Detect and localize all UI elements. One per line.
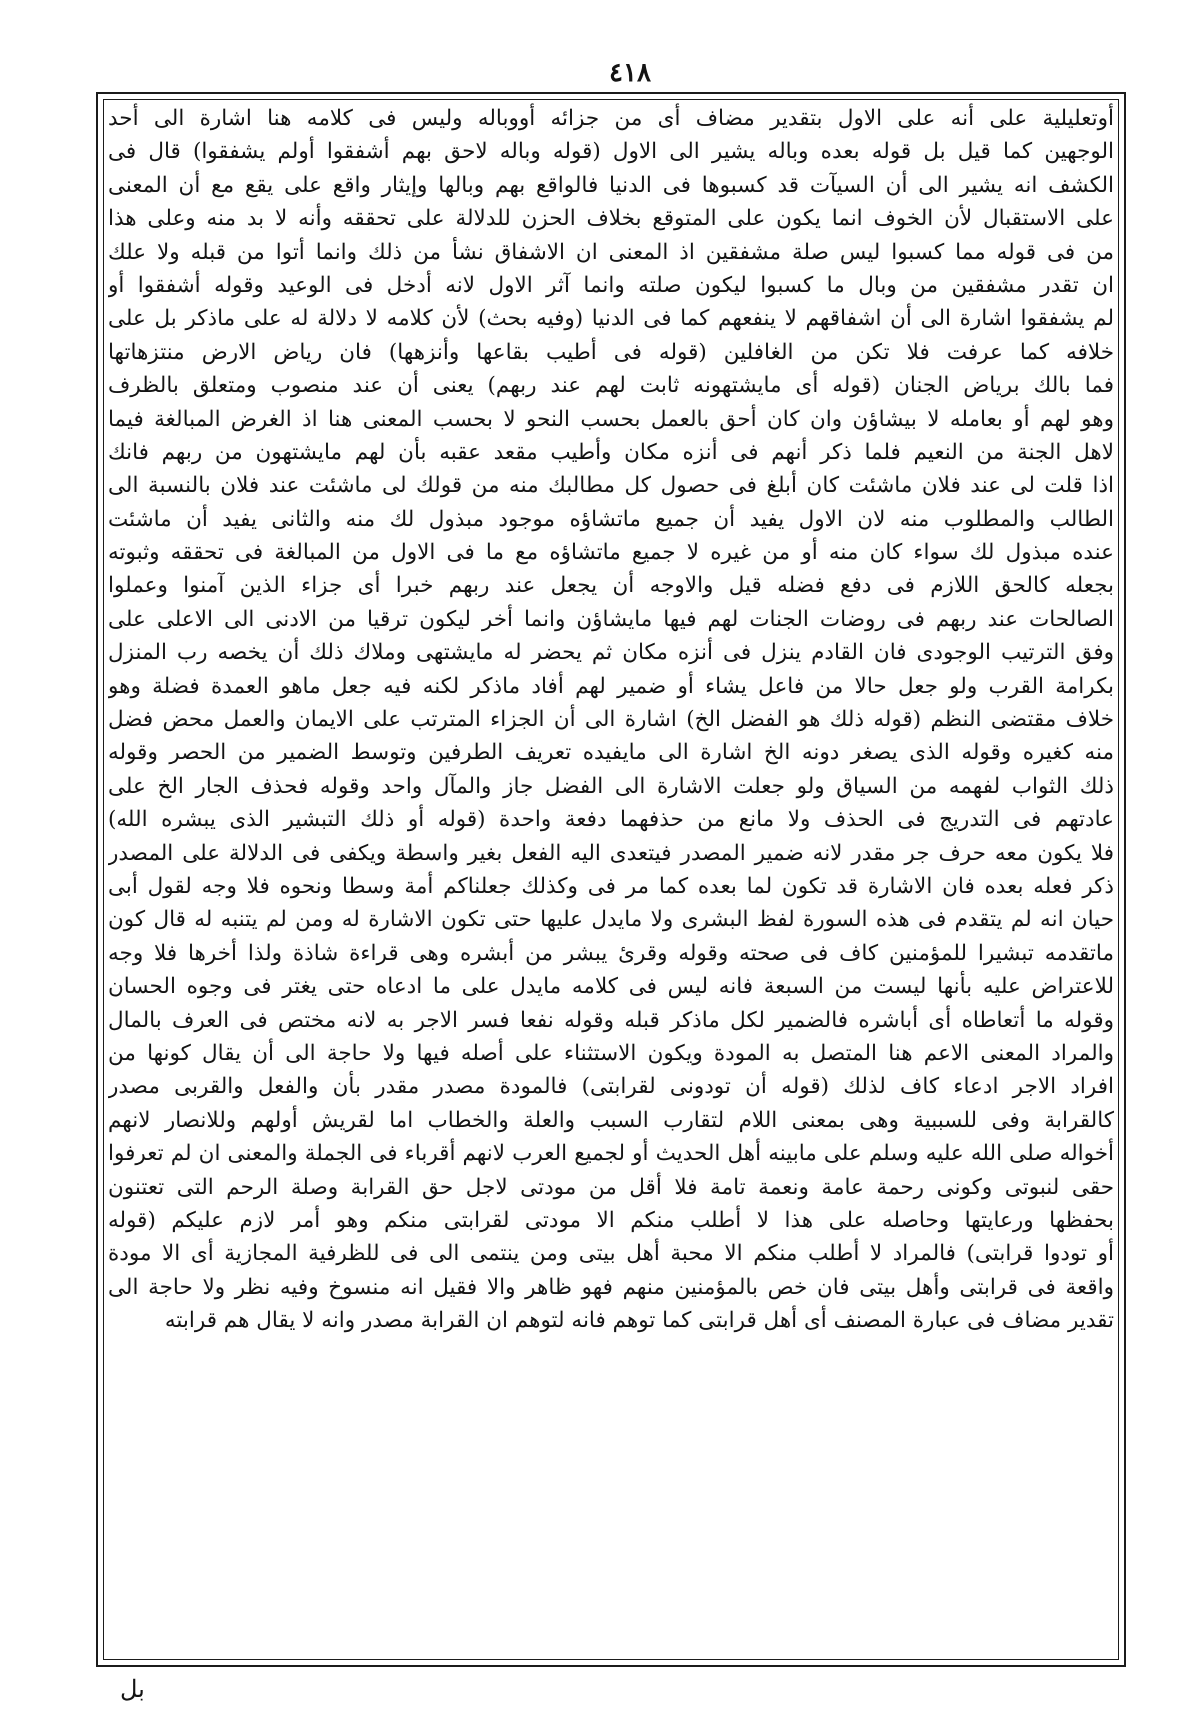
main-text-line: لم يشفقوا اشارة الى أن اشفاقهم لا ينفعهم كما فى الدنيا (وفيه بحث) لأن كلامه لا دلالة له على ماذكر بل على [108,306,1114,332]
main-text-line: وقوله ما أتعاطاه أى أباشره فالضمير لكل ماذكر قبله وقوله نفعا فسر الاجر به لانه مختص فى العرف بالمال [108,1007,1114,1033]
main-text-line: والمراد المعنى الاعم هنا المتصل به المودة ويكون الاستثناء على أصله فيها ولا حاجة الى أن يقال كونها من [108,1040,1114,1066]
main-text-line: من فى قوله مما كسبوا ليس صلة مشفقين اذ المعنى ان الاشفاق نشأ من ذلك وانما أتوا من قبله ولا علك [108,239,1114,265]
main-text-line: فلا يكون معه حرف جر مقدر لانه ضمير المصدر فيتعدى اليه الفعل بغير واسطة ويكفى فى الدلالة على المصدر [108,840,1114,866]
main-text-line: بكرامة القرب ولو جعل حالا من فاعل يشاء أو ضمير لهم أفاد ماذكر لكنه فيه جعل ماهو العمدة فضلة وهو [108,673,1114,699]
main-text-line: للاعتراض عليه بأنها ليست من السبعة فانه ليس فى كلامه مايدل على ما ادعاه حتى يغتر فى وجوه الحسان [108,974,1114,1000]
main-text-line: ذكر فعله بعده فان الاشارة قد تكون لما بعده كما مر فى وكذلك جعلناكم أمة وسطا ونحوه فلا وجه لقول أبى [108,873,1114,899]
main-text-line: بجعله كالحق اللازم فى دفع فضله قيل والاوجه أن يجعل عند ربهم خبرا أى جزاء الذين آمنوا وعملوا [108,573,1114,599]
main-text-line: الصالحات عند ربهم فى روضات الجنات لهم فيها مايشاؤن وانما أخر ليكون ترقيا من الادنى الى الاعلى على [108,606,1114,632]
main-text-line: خلاف مقتضى النظم (قوله ذلك هو الفضل الخ) اشارة الى أن الجزاء المترتب على الايمان والعمل محض فضل [108,707,1114,733]
main-text-line: على الاستقبال لأن الخوف انما يكون على المتوقع بخلاف الحزن للدلالة على تحققه وأنه لا بد منه وعلى هذا [108,206,1114,232]
main-text-line: واقعة فى قرابتى وأهل بيتى فان خص بالمؤمنين منهم فهو ظاهر والا فقيل انه منسوخ وفيه نظر ولا حاجة الى [108,1274,1114,1300]
main-text-line: الوجهين كما قيل بل قوله بعده وباله يشير الى الاول (قوله وباله لاحق بهم أشفقوا أولم يشفقوا) قال فى [108,139,1114,165]
main-text-line: ذلك الثواب لفهمه من السياق ولو جعلت الاشارة الى الفضل جاز والمآل واحد وقوله فحذف الجار الخ على [108,773,1114,799]
main-text-line: ماتقدمه تبشيرا للمؤمنين كاف فى صحته وقوله وقرئ يبشر من أبشره وهى قراءة شاذة ولذا أخرها فلا وجه [108,940,1114,966]
main-text-line: ان تقدر مشفقين من وبال ما كسبوا ليكون صلته وانما آثر الاول لانه أدخل فى الوعيد وقوله أشفقوا أو [108,272,1114,298]
margin-note-block [815,0,1200,250]
main-text-line: أخواله صلى الله عليه وسلم على مابينه أهل الحديث أو لجميع العرب لانهم أقرباء فى الجملة والمعنى ان لم تعرفوا [108,1141,1114,1167]
main-text-line: حيان انه لم يتقدم فى هذه السورة لفظ البشرى ولا مايدل عليها حتى تكون الاشارة له ومن لم يتنبه له قال كون [108,907,1114,933]
page-number: ٤١٨ [609,58,651,88]
main-text-line: كالقرابة وفى للسببية وهى بمعنى اللام لتقارب السبب والعلة والخطاب اما لقريش أولهم وللانصار لانهم [108,1107,1114,1133]
main-text-line: فما بالك برياض الجنان (قوله أى مايشتهونه ثابت لهم عند ربهم) يعنى أن عند منصوب ومتعلق بالظرف [108,373,1114,399]
main-text-line: بحفظها ورعايتها وحاصله على هذا لا أطلب منكم الا مودتى لقرابتى منكم وهو أمر لازم عليكم (قوله [108,1207,1114,1233]
main-text-line: حقى لنبوتى وكونى رحمة عامة ونعمة تامة فلا أقل من مودتى لاجل حق القرابة وصلة الرحم التى تعتنون [108,1174,1114,1200]
main-text-line: منه كغيره وقوله الذى يصغر دونه الخ اشارة الى مايفيده تعريف الطرفين وتوسط الضمير من الحصر وقوله [108,740,1114,766]
main-text-line: عادتهم فى التدريج فى الحذف ولا مانع من حذفهما دفعة واحدة (قوله أو ذلك التبشير الذى يبشره الله) [108,807,1114,833]
catchword: بل [120,1675,145,1703]
main-text-line: افراد الاجر ادعاء كاف لذلك (قوله أن تودونى لقرابتى) فالمودة مصدر مقدر بأن والفعل والقربى مصدر [108,1074,1114,1100]
main-text-block [108,102,1114,1337]
main-text-line: اذا قلت لى عند فلان ماشئت كان أبلغ فى حصول كل مطالبك منه من قولك لى ماشئت عند فلان بالنسبة الى [108,473,1114,499]
main-text-line: خلافه كما عرفت فلا تكن من الغافلين (قوله فى أطيب بقاعها وأنزهها) فان رياض الارض منتزهاتها [108,339,1114,365]
main-text-line: الكشف انه يشير الى أن السيآت قد كسبوها فى الدنيا فالواقع بهم وبالها وإيثار واقع على يقع مع أن المعنى [108,172,1114,198]
main-text-line: لاهل الجنة من النعيم فلما ذكر أنهم فى أنزه مكان وأطيب مقعد عقبه بأن لهم مايشتهون من ربهم فانك [108,439,1114,465]
main-text-line: وفق الترتيب الوجودى فان القادم ينزل فى أنزه مكان ثم يحضر له مايشتهى وملاك ذلك أن يخصه رب المنزل [108,640,1114,666]
main-text-line: تقدير مضاف فى عبارة المصنف أى أهل قرابتى كما توهم فانه لتوهم ان القرابة مصدر وانه لا يقال هم قرابته [164,1308,1114,1334]
main-text-line: وهو لهم أو بعامله لا بيشاؤن وان كان أحق بالعمل بحسب النحو لا بحسب المعنى هنا اذ الغرض المبالغة فيما [108,406,1114,432]
main-text-line: أوتعليلية على أنه على الاول بتقدير مضاف أى من جزائه أووباله وليس فى كلامه هنا اشارة الى أحد [108,106,1114,131]
main-text-line: أو تودوا قرابتى) فالمراد لا أطلب منكم الا محبة أهل بيتى ومن ينتمى الى فى للظرفية المجازية أى الا مودة [108,1241,1114,1267]
main-text-line: عنده مبذول لك سواء كان منه أو من غيره لا جميع ماتشاؤه مع ما فى الاول من المبالغة فى تحققه وثبوته [108,540,1114,566]
main-text-line: الطالب والمطلوب منه لان الاول يفيد أن جميع ماتشاؤه موجود مبذول لك منه والثانى يفيد أن ماشئت [108,506,1114,532]
